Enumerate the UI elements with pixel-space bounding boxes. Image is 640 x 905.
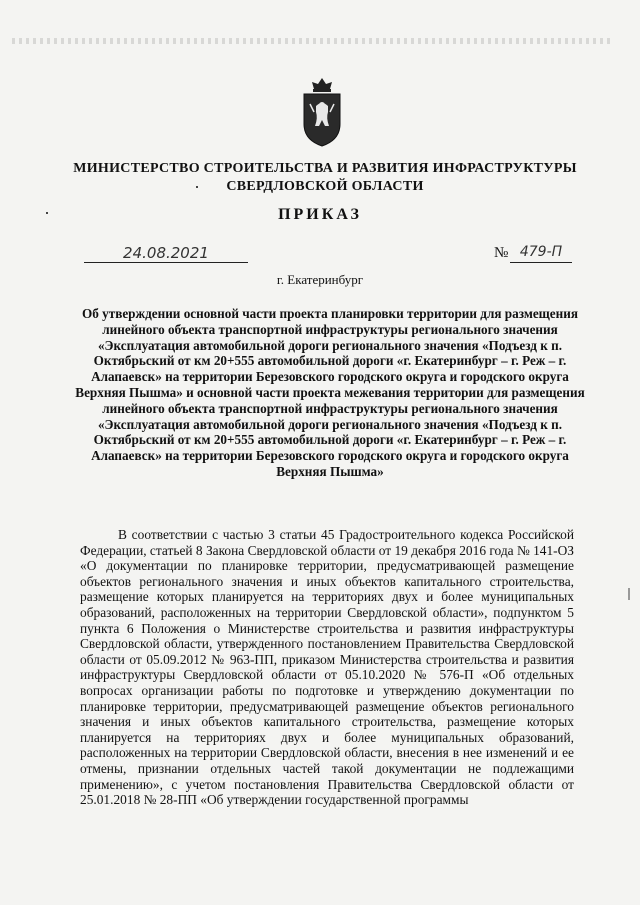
- order-date: 24.08.2021: [84, 244, 248, 263]
- order-subject: Об утверждении основной части проекта планировки территории для размещения линейного объекта транспортной инфраструктуры регионального значения «Эксплуатация автомобильной дороги регионального значения «Подъезд к п. Октябрьский от км 20+555 автомобильной дороги «г. Екатеринбург – г. Реж – г. Алапаевск» на территории Березовского городского округа и городского округа Верхняя Пышма» и основной части проекта межевания территории для размещения линейного объекта транспортной инфраструктуры регионального значения «Эксплуатация автомобильной дороги регионального значения «Подъезд к п. Октябрьский от км 20+555 автомобильной дороги «г. Екатеринбург – г. Реж – г. Алапаевск» на территории Березовского городского округа и городского округа Верхняя Пышма»: [75, 306, 585, 479]
- ministry-line-1: МИНИСТЕРСТВО СТРОИТЕЛЬСТВА И РАЗВИТИЯ ИНФРАСТРУКТУРЫ: [73, 161, 577, 176]
- scan-artifact: [46, 212, 48, 214]
- scan-artifact: [196, 186, 198, 188]
- ministry-name: [40, 160, 610, 196]
- body-paragraph: В соответствии с частью 3 статьи 45 Градостроительного кодекса Российской Федерации, статьей 8 Закона Свердловской области от 19 декабря 2016 года № 141-ОЗ «О документации по планировке территории, предусматривающей размещение объектов регионального значения и иных объектов капитального строительства, размещение которых планируется на территориях двух и более муниципальных образований, расположенных на территории Свердловской области», подпунктом 5 пункта 6 Положения о Министерстве строительства и развития инфраструктуры Свердловской области, утвержденного постановлением Правительства Свердловской области от 05.09.2012 № 963-ПП, приказом Министерства строительства и развития инфраструктуры Свердловской области от 05.10.2020 № 576-П «Об отдельных вопросах организации работы по подготовке и утверждению документации по планировке территории, предусматривающей размещение объектов регионального значения и иных объектов капитального строительства, размещение которых планируется на территориях двух и более муниципальных образований, расположенных на территории Свердловской области, внесения в нее изменений и ее отмены, признании отдельных частей такой документации не подлежащими применению», с учетом постановления Правительства Свердловской области от 25.01.2018 № 28-ПП «Об утверждении государственной программы: [80, 527, 574, 808]
- number-label: №: [494, 245, 509, 261]
- city: г. Екатеринбург: [276, 272, 364, 287]
- ministry-line-2: СВЕРДЛОВСКОЙ ОБЛАСТИ: [226, 179, 424, 194]
- scan-artifact: [12, 38, 612, 44]
- coat-of-arms-icon: [298, 76, 346, 148]
- order-number: 479-П: [510, 244, 572, 263]
- document-type: ПРИКАЗ: [278, 206, 362, 223]
- scan-artifact: [628, 588, 630, 600]
- order-body: [80, 527, 574, 808]
